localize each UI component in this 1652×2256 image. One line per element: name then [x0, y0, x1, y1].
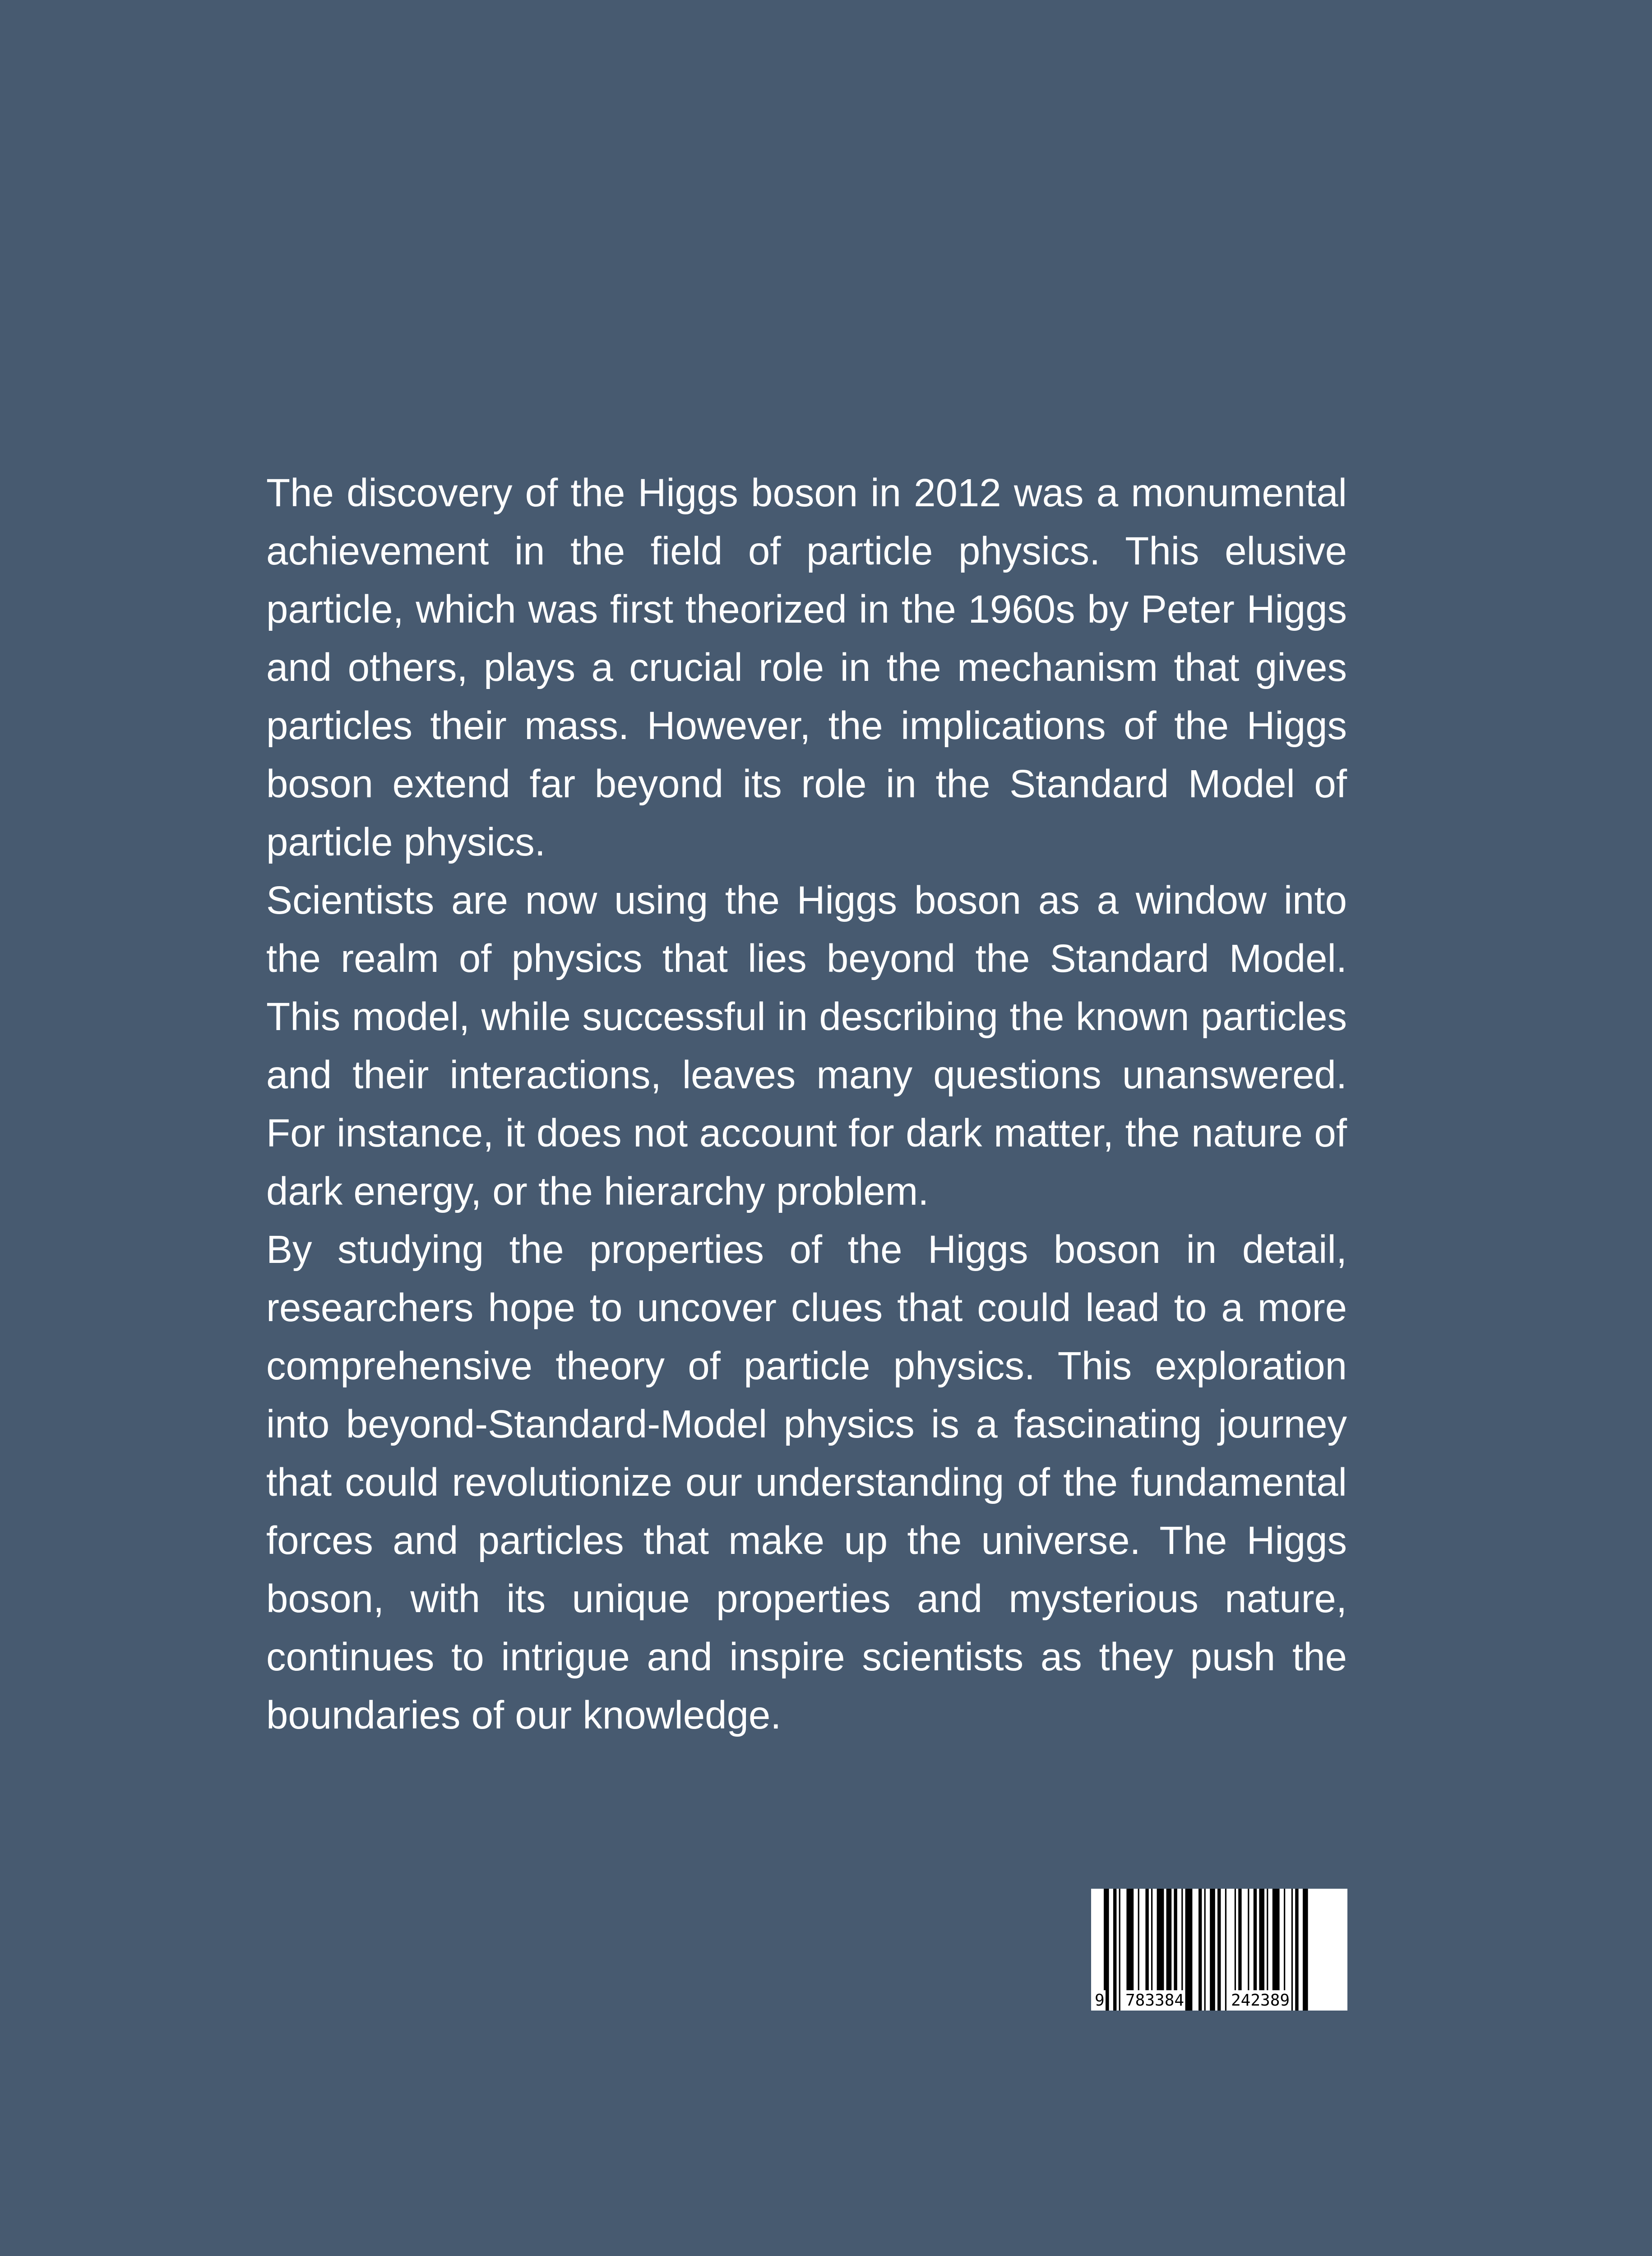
blurb-paragraph-1: The discovery of the Higgs boson in 2012 was a monumental achievement in the field of particle physics. This elusive particle, which was first theorized in the 1960s by Peter Higgs and others, plays a crucial role in the mechanism that gives particles their mass. However, the implications of the Higgs boson extend far beyond its role in the Standard Model of particle physics. — [266, 471, 1347, 864]
blurb-paragraph-2: Scientists are now using the Higgs boson as a window into the realm of physics that lies beyond the Standard Model. This model, while successful in describing the known particles and their interactions, leaves many questions unanswered. For instance, it does not account for dark matter, the nature of dark energy, or the hierarchy problem. — [266, 878, 1347, 1213]
barcode-digits — [1091, 1990, 1347, 2011]
isbn-barcode — [1091, 1889, 1347, 2011]
barcode-left-digits: 783384 — [1125, 1991, 1185, 2010]
barcode-lead-digit: 9 — [1095, 1991, 1105, 2010]
back-cover-blurb — [266, 464, 1347, 1744]
blurb-paragraph-3: By studying the properties of the Higgs boson in detail, researchers hope to uncover clues that could lead to a more comprehensive theory of particle physics. This exploration into beyond-Standard-Model physics is a fascinating journey that could revolutionize our understanding of the fundamental forces and particles that make up the universe. The Higgs boson, with its unique properties and mysterious nature, continues to intrigue and inspire scientists as they push the boundaries of our knowledge. — [266, 1228, 1347, 1737]
barcode-right-digits: 242389 — [1231, 1991, 1290, 2010]
